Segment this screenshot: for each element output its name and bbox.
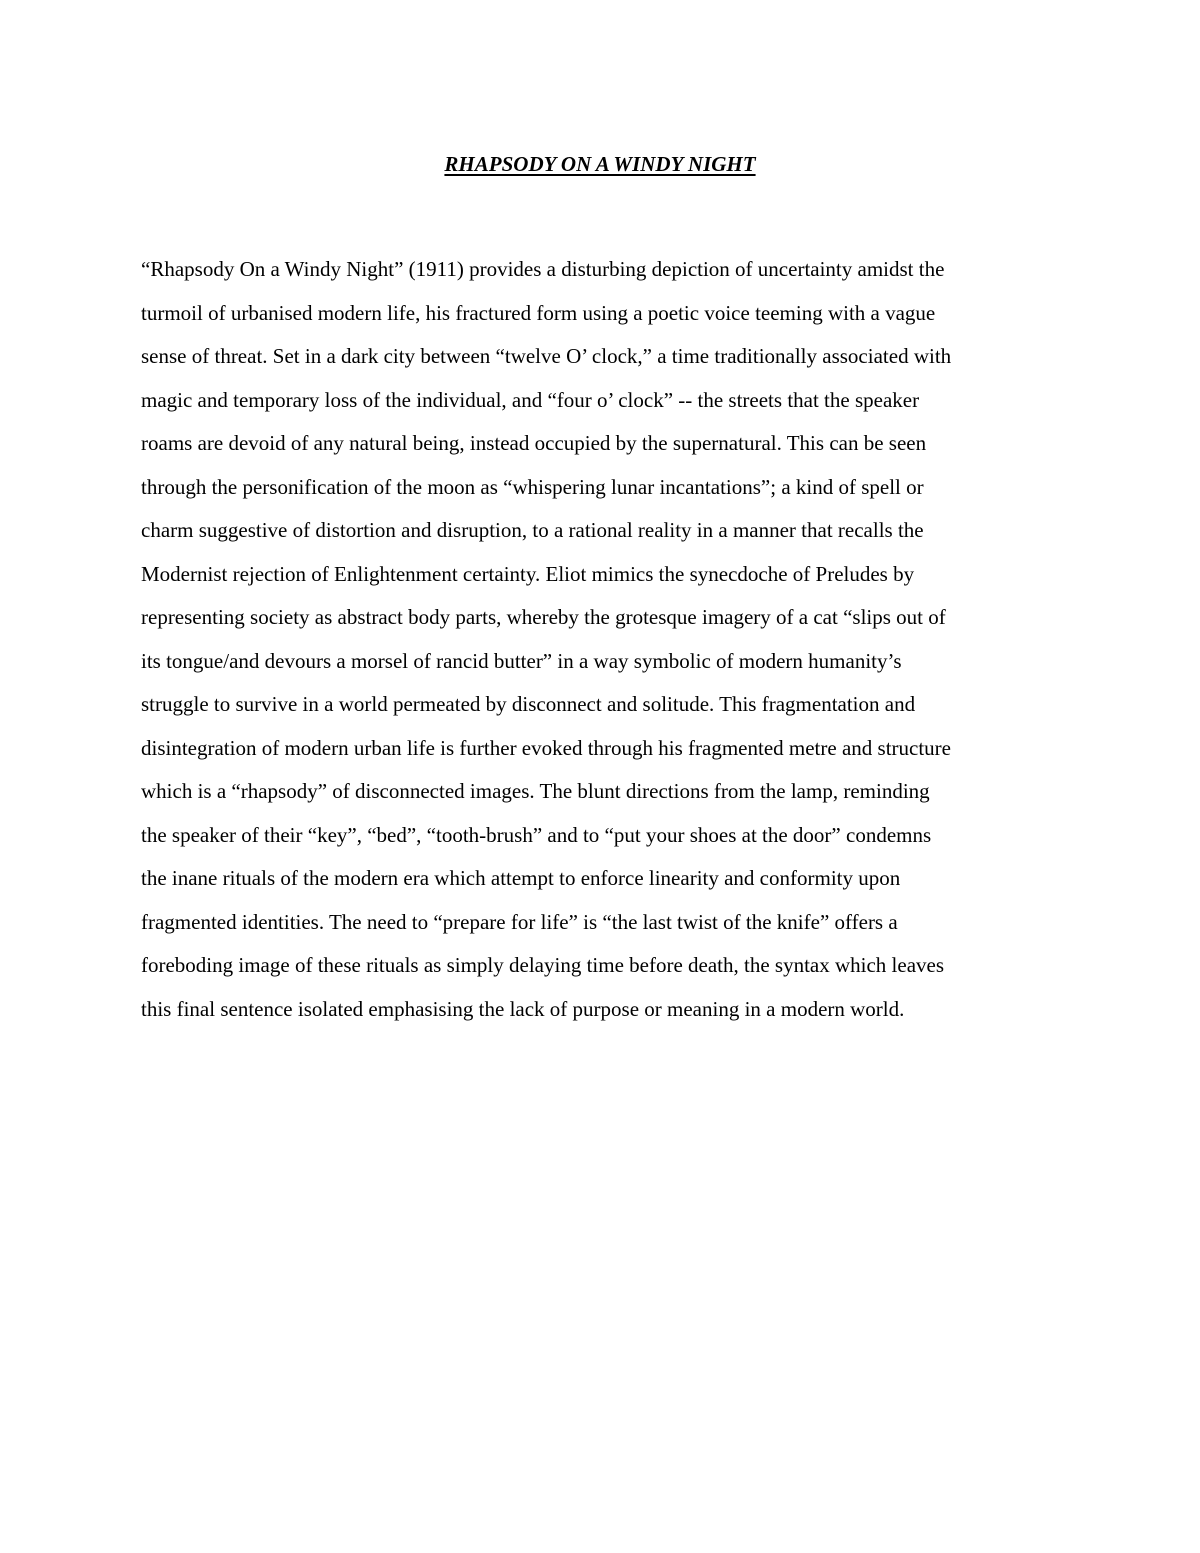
paragraph-line: struggle to survive in a world permeated by disconnect and solitude. This fragmentation and [141,692,916,716]
paragraph-line: the inane rituals of the modern era which attempt to enforce linearity and conformity upon [141,866,901,890]
paragraph-line: Modernist rejection of Enlightenment certainty. Eliot mimics the synecdoche of Preludes by [141,561,915,586]
document-title [0,150,1200,178]
paragraph-line: this final sentence isolated emphasising the lack of purpose or meaning in a modern world. [141,996,905,1021]
document-title-text: RHAPSODY ON A WINDY NIGHT [444,152,756,176]
paragraph-line: sense of threat. Set in a dark city between “twelve O’ clock,” a time traditionally associated with [141,344,952,368]
paragraph-line: turmoil of urbanised modern life, his fractured form using a poetic voice teeming with a vague [141,300,936,325]
document-paragraph [141,248,1061,1031]
paragraph-line: the speaker of their “key”, “bed”, “tooth-brush” and to “put your shoes at the door” condemns [141,822,932,847]
paragraph-line: fragmented identities. The need to “prepare for life” is “the last twist of the knife” offers a [141,909,898,934]
paragraph-line: “Rhapsody On a Windy Night” (1911) provides a disturbing depiction of uncertainty amidst the [141,257,945,281]
paragraph-line: charm suggestive of distortion and disruption, to a rational reality in a manner that recalls the [141,518,924,542]
paragraph-line: disintegration of modern urban life is further evoked through his fragmented metre and structure [141,735,951,760]
paragraph-line: foreboding image of these rituals as simply delaying time before death, the syntax which leaves [141,953,945,977]
paragraph-line: through the personification of the moon as “whispering lunar incantations”; a kind of spell or [141,474,924,499]
paragraph-line: representing society as abstract body parts, whereby the grotesque imagery of a cat “slips out of [141,605,946,629]
paragraph-line: roams are devoid of any natural being, instead occupied by the supernatural. This can be seen [141,431,927,455]
paragraph-line: magic and temporary loss of the individual, and “four o’ clock” -- the streets that the speaker [141,387,920,412]
paragraph-line: which is a “rhapsody” of disconnected images. The blunt directions from the lamp, reminding [141,779,930,803]
paragraph-line: its tongue/and devours a morsel of rancid butter” in a way symbolic of modern humanity’s [141,648,902,673]
